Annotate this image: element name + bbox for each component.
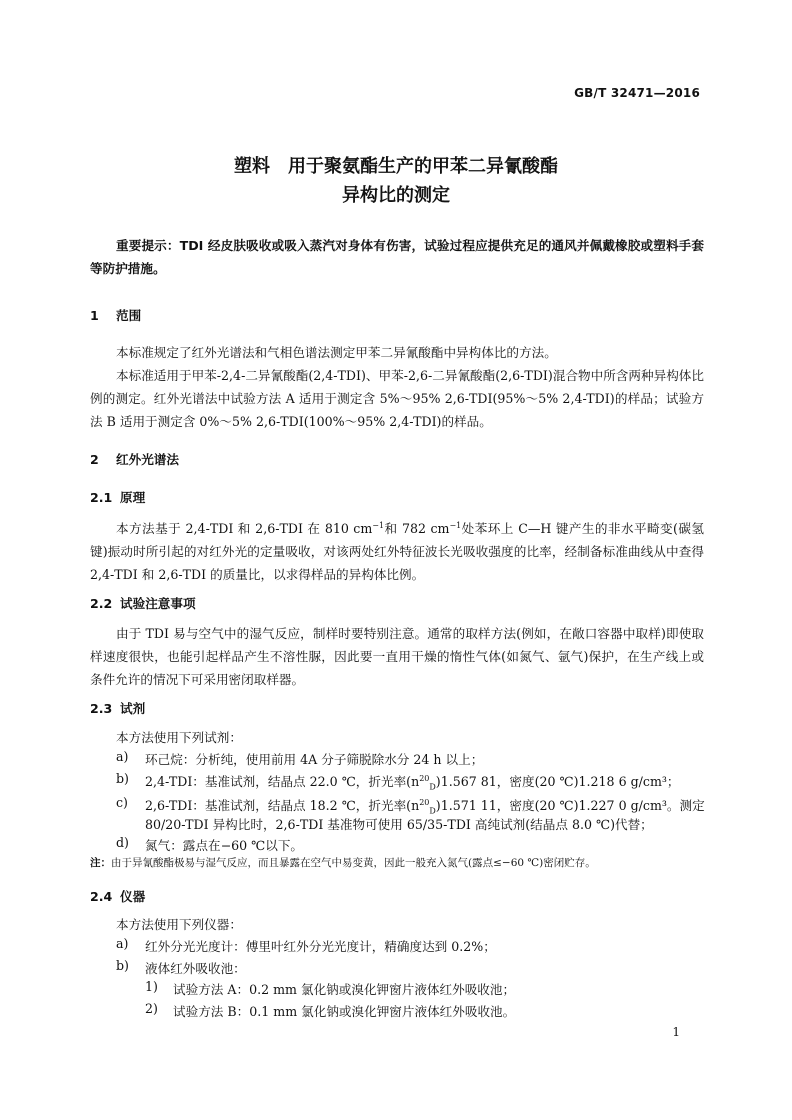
reagent-c: 2,6-TDI：基准试剂，结晶点 18.2 ℃，折光率$(n^{20}_D)1.571$ 11，密度(20 ℃)1.227 0 g/cm³。测定 — [145, 797, 705, 816]
section-2-3-heading: 2.3 试剂 — [90, 701, 146, 716]
section-2-2-paragraph: 由于 TDI 易与空气中的湿气反应，制样时要特别注意。通常的取样方法(例如，在敞口容器中取样)即使取样速度很快，也能引起样品产生不溶性脲，因此要一直用干燥的惰性气体(如氮气、氩气)保护，在生产线上或条件允许的情况下可采用密闭取样器。 — [90, 626, 704, 687]
instrument-a-mark: a) — [116, 936, 129, 951]
section-2-1-paragraph: 本方法基于 2,4-TDI 和 2,6-TDI 在 810 $cm^{-1}$和 782 $cm^{-1}$处苯环上 C—H 键产生的非水平畸变(碳氢键)振动时所引起的对红外光的定量吸收，对该两处红外特征波长光吸收强度的比率，经制备标准曲线从中查得 2,4-TDI 和 2,6-TDI 的质量比，以求得样品的异构体比例。 — [90, 521, 704, 583]
document-title-line2: 异构比的测定 — [342, 185, 450, 206]
section-2-heading: 2 红外光谱法 — [90, 452, 179, 467]
reagent-a: 环己烷：分析纯，使用前用 4A 分子筛脱除水分 24 h 以上； — [145, 752, 484, 767]
section-2-2-heading: 2.2 试验注意事项 — [90, 596, 196, 611]
section-1-paragraph-2: 本标准适用于甲苯-2,4-二异氰酸酯(2,4-TDI)、甲苯-2,6-二异氰酸酯(2,6-TDI)混合物中所含两种异构体比例的测定。红外光谱法中试验方法 A 适用于测定含 5%～95% 2,6-TDI(95%～5% 2,4-TDI)的样品；试验方法 B 适用于测定含 0%～5% 2,6-TDI(100%～95% 2,4-TDI)的样品。 — [90, 368, 704, 429]
reagent-d: 氮气：露点在−60 ℃以下。 — [145, 838, 304, 853]
reagent-d-mark: d) — [116, 835, 129, 850]
safety-warning: 重要提示：TDI 经皮肤吸收或吸入蒸汽对身体有伤害，试验过程应提供充足的通风并佩戴橡胶或塑料手套等防护措施。 — [90, 238, 704, 276]
reagent-b: 2,4-TDI：基准试剂，结晶点 22.0 ℃，折光率$(n^{20}_D)1.567$ 81，密度(20 ℃)1.218 6 g/cm³； — [145, 773, 680, 792]
reagents-note: 注：由于异氰酸酯极易与湿气反应，而且暴露在空气中易变黄，因此一般充入氮气(露点≤−60 ℃)密闭贮存。 — [90, 857, 596, 869]
instrument-a: 红外分光光度计：傅里叶红外分光光度计，精确度达到 0.2%； — [145, 939, 496, 954]
instruments-intro: 本方法使用下列仪器： — [116, 917, 242, 932]
document-title-line1: 塑料 用于聚氨酯生产的甲苯二异氰酸酯 — [234, 156, 558, 177]
instrument-b: 液体红外吸收池： — [145, 961, 246, 976]
reagent-c-mark: c) — [116, 795, 128, 810]
page-number: 1 — [672, 1025, 680, 1039]
section-2-1-heading: 2.1 原理 — [90, 490, 146, 505]
instrument-b-mark: b) — [116, 958, 129, 973]
reagent-a-mark: a) — [116, 749, 129, 764]
section-1-paragraph-1: 本标准规定了红外光谱法和气相色谱法测定甲苯二异氰酸酯中异构体比的方法。 — [116, 345, 557, 360]
reagent-c-continued: 80/20-TDI 异构比时，2,6-TDI 基准物可使用 65/35-TDI 高纯试剂(结晶点 8.0 ℃)代替； — [145, 817, 653, 832]
section-2-4-heading: 2.4 仪器 — [90, 889, 146, 904]
instrument-b2-mark: 2) — [145, 1001, 158, 1016]
instrument-b1-mark: 1) — [145, 979, 158, 994]
section-1-heading: 1 范围 — [90, 308, 142, 323]
instrument-b2: 试验方法 B：0.1 mm 氯化钠或溴化钾窗片液体红外吸收池。 — [173, 1004, 516, 1019]
reagents-intro: 本方法使用下列试剂： — [116, 730, 242, 745]
instrument-b1: 试验方法 A：0.2 mm 氯化钠或溴化钾窗片液体红外吸收池； — [173, 982, 516, 997]
standard-code: GB/T 32471—2016 — [574, 86, 700, 100]
reagent-b-mark: b) — [116, 771, 129, 786]
